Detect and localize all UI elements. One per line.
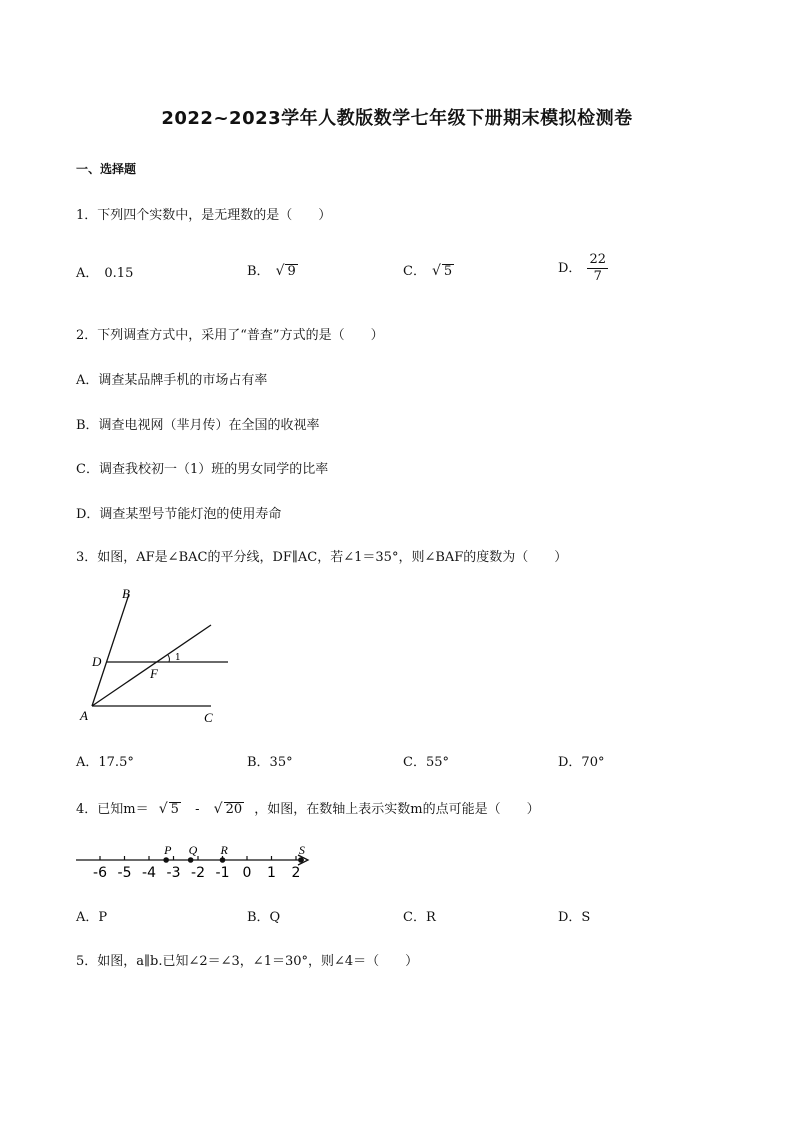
- axis-tick-label: 1: [267, 865, 276, 881]
- stem-suffix: ，如图，在数轴上表示实数m的点可能是（ ）: [254, 802, 540, 817]
- question-3-option-d[interactable]: D．70°: [558, 755, 605, 770]
- axis-tick-label: -5: [117, 865, 132, 881]
- axis-point-r: [220, 857, 226, 863]
- radical-sign-icon: √: [431, 263, 441, 279]
- angle-1-arc-icon: [168, 655, 169, 662]
- axis-tick-label: -6: [93, 865, 107, 881]
- axis-point-label: R: [220, 843, 228, 857]
- radical-sign-icon: √: [158, 801, 168, 817]
- question-2-option-a[interactable]: A．调查某品牌手机的市场占有率: [76, 373, 268, 388]
- option-label: B．: [247, 264, 270, 279]
- axis-point-s: [298, 857, 304, 863]
- radicand: 5: [443, 264, 453, 279]
- question-4-option-a[interactable]: A．P: [76, 910, 108, 925]
- option-value: 0.15: [104, 266, 134, 281]
- label-b: B: [122, 586, 130, 601]
- radicand: 20: [225, 802, 243, 817]
- number-line: [72, 838, 322, 884]
- radicand: 5: [170, 802, 179, 817]
- fraction: [587, 252, 608, 285]
- question-4-option-c[interactable]: C．R: [403, 910, 436, 925]
- option-label: C．: [403, 264, 426, 279]
- angle-bisector-figure: [76, 582, 246, 732]
- question-2-option-b[interactable]: B．调查电视网（芈月传）在全国的收视率: [76, 418, 320, 433]
- option-label: A．: [76, 266, 99, 281]
- question-4-option-d[interactable]: D．S: [558, 910, 591, 925]
- question-3-option-a[interactable]: A．17.5°: [76, 755, 134, 770]
- question-3-stem: 3．如图，AF是∠BAC的平分线，DF∥AC，若∠1＝35°，则∠BAF的度数为（ ）: [76, 550, 568, 565]
- axis-tick-label: 0: [242, 865, 252, 881]
- label-a: A: [80, 708, 88, 723]
- radical-sign-icon: √: [275, 263, 285, 279]
- question-2-option-c[interactable]: C．调查我校初一（1）班的男女同学的比率: [76, 462, 329, 477]
- question-1-option-b[interactable]: [247, 260, 298, 279]
- question-1-option-d[interactable]: [558, 252, 608, 285]
- stem-prefix: 4．已知m＝: [76, 802, 149, 817]
- label-f: F: [150, 666, 158, 681]
- question-3-option-b[interactable]: B．35°: [247, 755, 293, 770]
- question-1-option-a[interactable]: [76, 262, 133, 281]
- axis-point-label: P: [164, 843, 172, 857]
- axis-point-label: S: [298, 843, 305, 857]
- axis-point-p: [163, 857, 169, 863]
- label-c: C: [204, 710, 213, 725]
- axis-tick-label: 2: [291, 865, 301, 881]
- question-1-option-c[interactable]: [403, 260, 454, 279]
- question-3-option-c[interactable]: C．55°: [403, 755, 449, 770]
- question-4-option-b[interactable]: B．Q: [247, 910, 281, 925]
- numerator: 22: [589, 252, 606, 267]
- radicand: 9: [287, 264, 296, 279]
- axis-point-q: [188, 857, 194, 863]
- question-5-stem: 5．如图，a∥b.已知∠2＝∠3，∠1＝30°，则∠4＝（ ）: [76, 954, 419, 969]
- label-angle-1: 1: [175, 653, 181, 663]
- page-title: 2022~2023学年人教版数学七年级下册期末模拟检测卷: [161, 108, 633, 129]
- question-2-stem: 2．下列调查方式中，采用了“普查”方式的是（ ）: [76, 328, 384, 343]
- denominator: 7: [593, 269, 602, 284]
- question-1-stem: 1．下列四个实数中，是无理数的是（ ）: [76, 208, 332, 223]
- minus-sign: -: [195, 802, 200, 817]
- question-4-stem: [76, 798, 540, 817]
- radical-sign-icon: √: [213, 801, 223, 817]
- axis-tick-label: -4: [142, 865, 156, 881]
- axis-tick-label: -2: [191, 865, 205, 881]
- section-heading: 一、选择题: [76, 162, 137, 176]
- ray-ab: [92, 594, 129, 706]
- axis-tick-label: -3: [166, 865, 181, 881]
- label-d: D: [92, 654, 102, 669]
- question-2-option-d[interactable]: D．调查某型号节能灯泡的使用寿命: [76, 507, 282, 522]
- option-label: D．: [558, 261, 582, 276]
- axis-point-label: Q: [188, 843, 198, 857]
- axis-tick-label: -1: [215, 865, 230, 881]
